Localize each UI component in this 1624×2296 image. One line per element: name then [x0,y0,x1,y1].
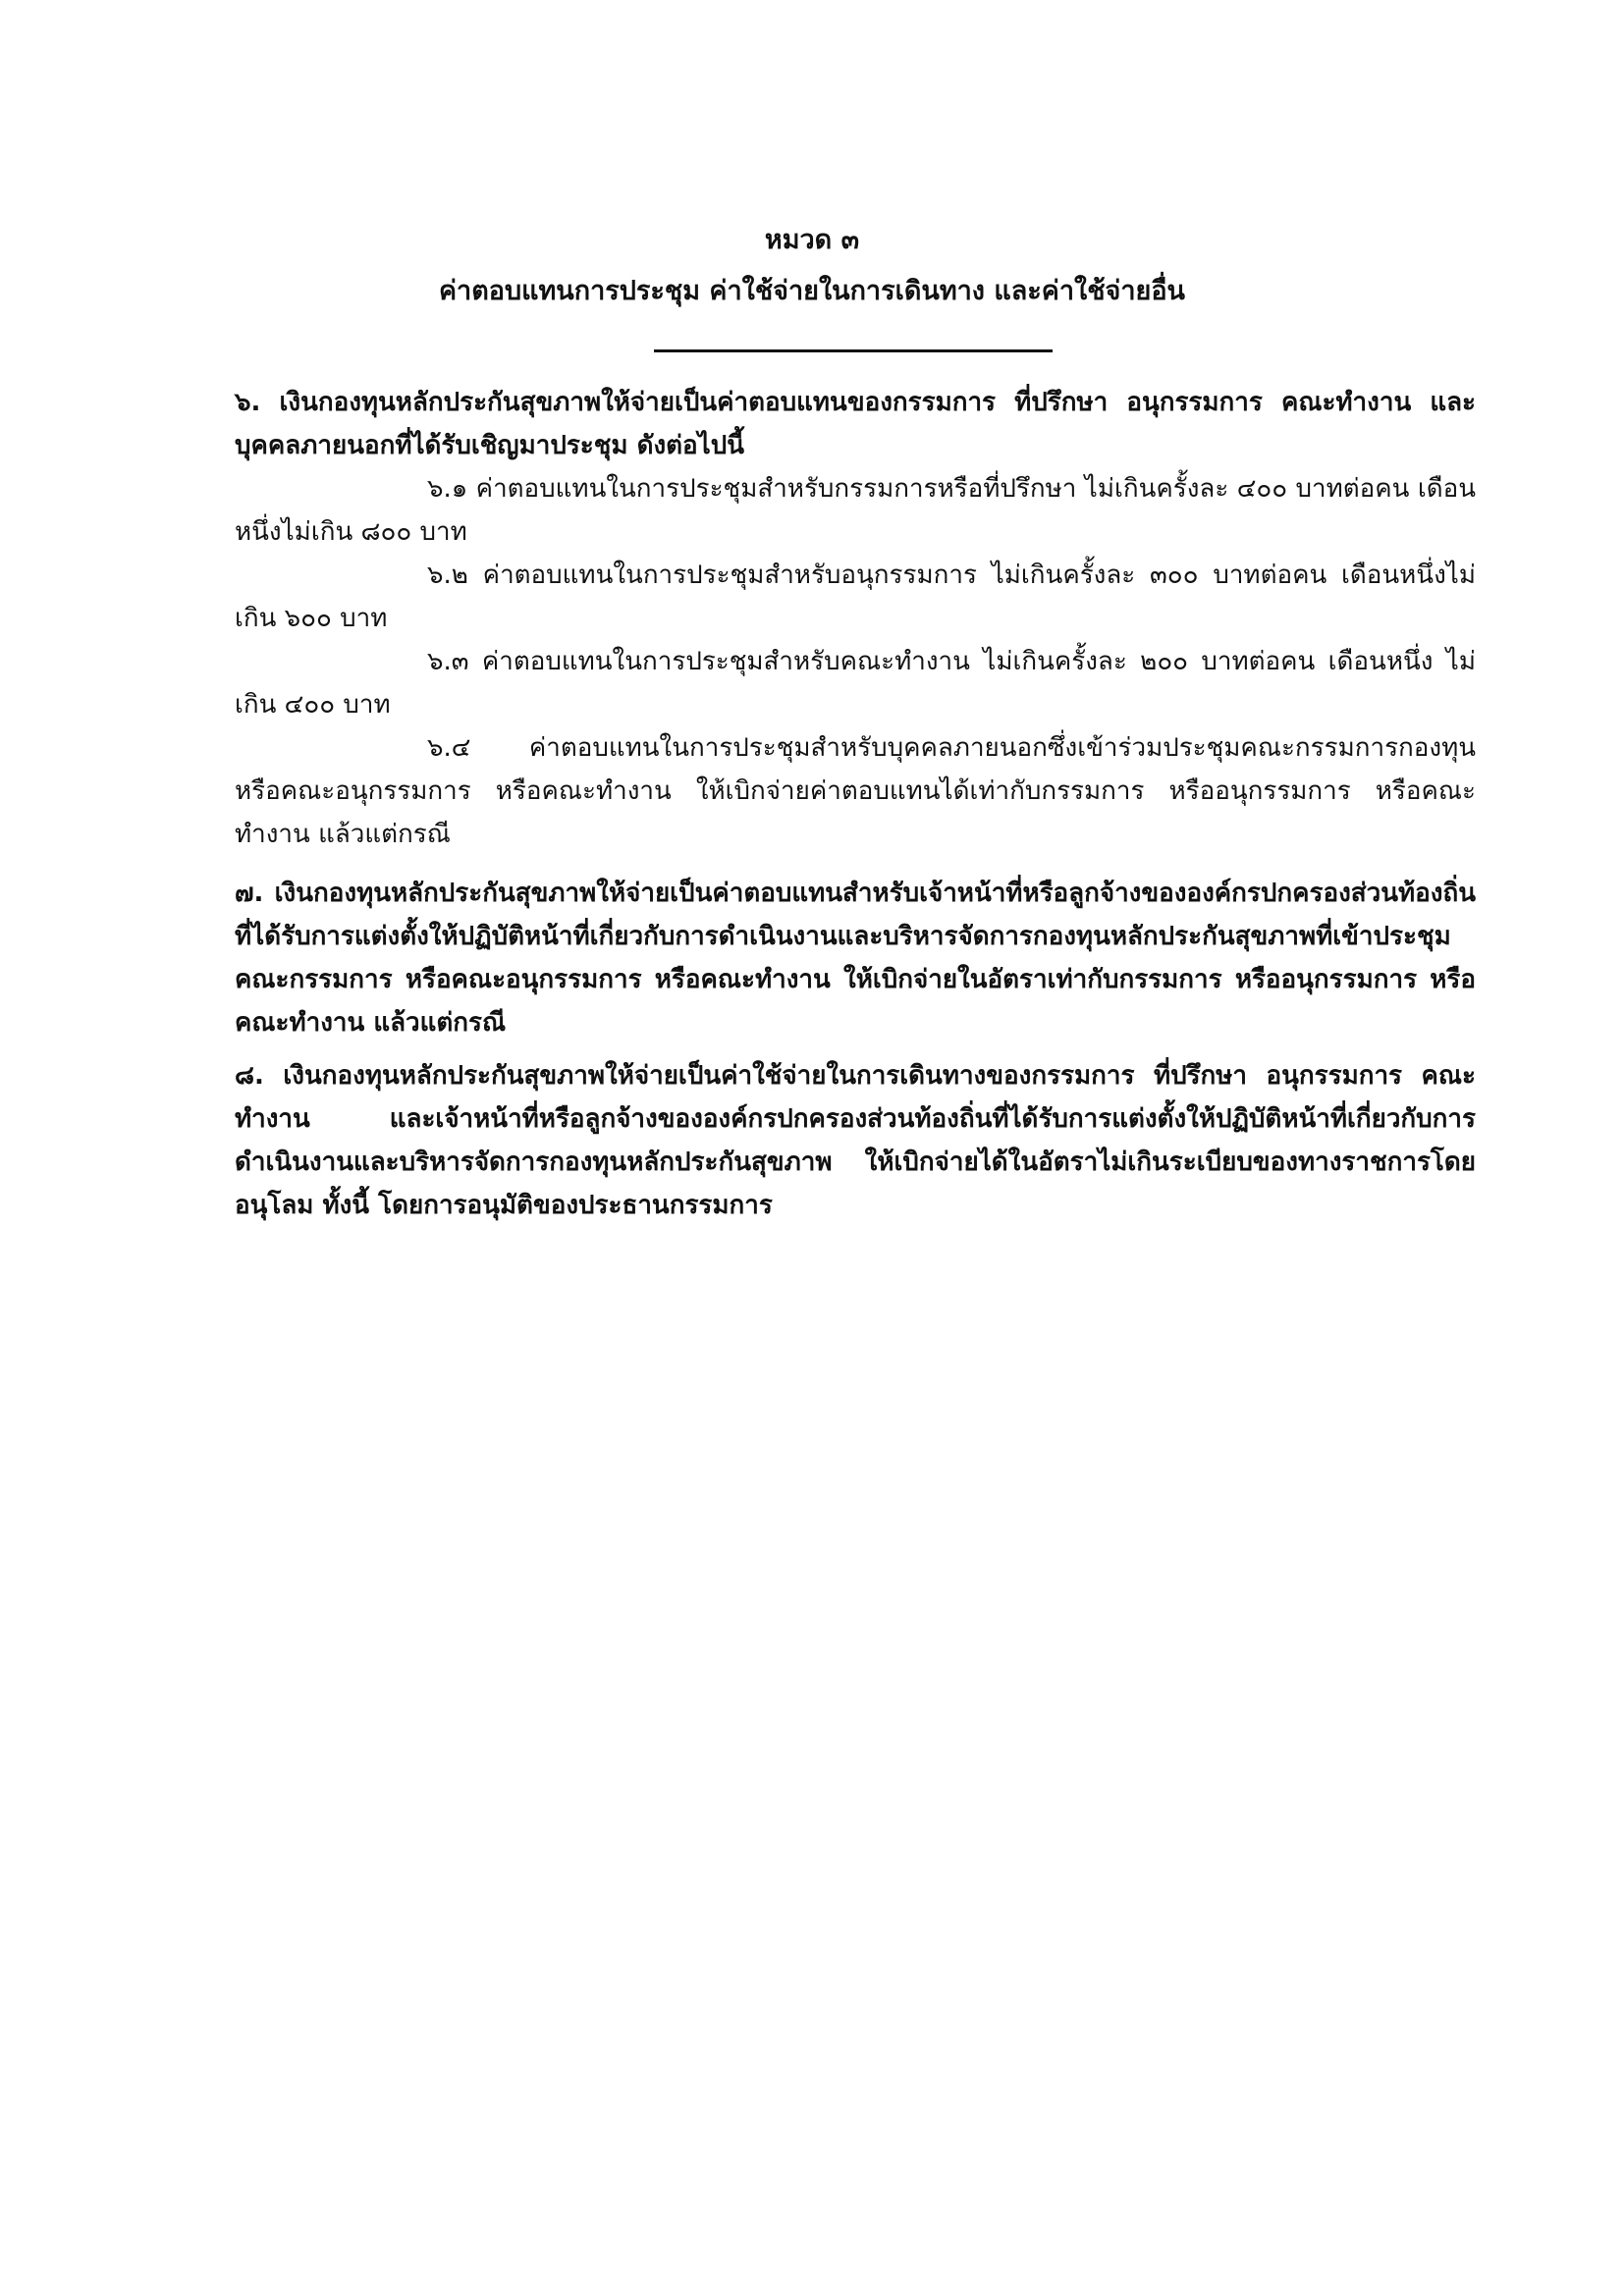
section-6-4: ๖.๔ ค่าตอบแทนในการประชุมสำหรับบุคคลภายนอกซึ่งเข้าร่วมประชุมคณะกรรมการกองทุน หรือคณะอนุกรรมการ หรือคณะทำงาน ให้เบิกจ่ายค่าตอบแทนได้เท่ากับกรรมการ หรืออนุกรรมการ หรือคณะทำงาน แล้วแต่กรณี [235,733,1476,849]
chapter-subtitle: ค่าตอบแทนการประชุม ค่าใช้จ่ายในการเดินทาง และค่าใช้จ่ายอื่น [438,276,1186,306]
chapter-title: หมวด ๓ [764,225,860,255]
section-6-2: ๖.๒ ค่าตอบแทนในการประชุมสำหรับอนุกรรมการ ไม่เกินครั้งละ ๓๐๐ บาทต่อคน เดือนหนึ่งไม่เกิน ๖๐๐ บาท [235,561,1476,633]
title-divider [654,349,1053,352]
document-body [235,381,1476,1227]
section-6-heading: ๖. เงินกองทุนหลักประกันสุขภาพให้จ่ายเป็นค่าตอบแทนของกรรมการ ที่ปรึกษา อนุกรรมการ คณะทำงาน และบุคคลภายนอกที่ได้รับเชิญมาประชุม ดังต่อไปนี้ [235,388,1476,460]
section-6-3: ๖.๓ ค่าตอบแทนในการประชุมสำหรับคณะทำงาน ไม่เกินครั้งละ ๒๐๐ บาทต่อคน เดือนหนึ่ง ไม่เกิน ๔๐๐ บาท [235,647,1476,720]
section-6-1: ๖.๑ ค่าตอบแทนในการประชุมสำหรับกรรมการหรือที่ปรึกษา ไม่เกินครั้งละ ๔๐๐ บาทต่อคน เดือนหนึ่งไม่เกิน ๘๐๐ บาท [235,474,1476,547]
section-7: ๗. เงินกองทุนหลักประกันสุขภาพให้จ่ายเป็นค่าตอบแทนสำหรับเจ้าหน้าที่หรือลูกจ้างขององค์กรปกครองส่วนท้องถิ่นที่ได้รับการแต่งตั้งให้ปฏิบัติหน้าที่เกี่ยวกับการดำเนินงานและบริหารจัดการกองทุนหลักประกันสุขภาพที่เข้าประชุมคณะกรรมการ หรือคณะอนุกรรมการ หรือคณะทำงาน ให้เบิกจ่ายในอัตราเท่ากับกรรมการ หรืออนุกรรมการ หรือคณะทำงาน แล้วแต่กรณี [235,879,1476,1038]
section-8: ๘. เงินกองทุนหลักประกันสุขภาพให้จ่ายเป็นค่าใช้จ่ายในการเดินทางของกรรมการ ที่ปรึกษา อนุกรรมการ คณะทำงาน และเจ้าหน้าที่หรือลูกจ้างขององค์กรปกครองส่วนท้องถิ่นที่ได้รับการแต่งตั้งให้ปฏิบัติหน้าที่เกี่ยวกับการดำเนินงานและบริหารจัดการกองทุนหลักประกันสุขภาพ ให้เบิกจ่ายได้ในอัตราไม่เกินระเบียบของทางราชการโดยอนุโลม ทั้งนี้ โดยการอนุมัติของประธานกรรมการ [235,1061,1476,1220]
